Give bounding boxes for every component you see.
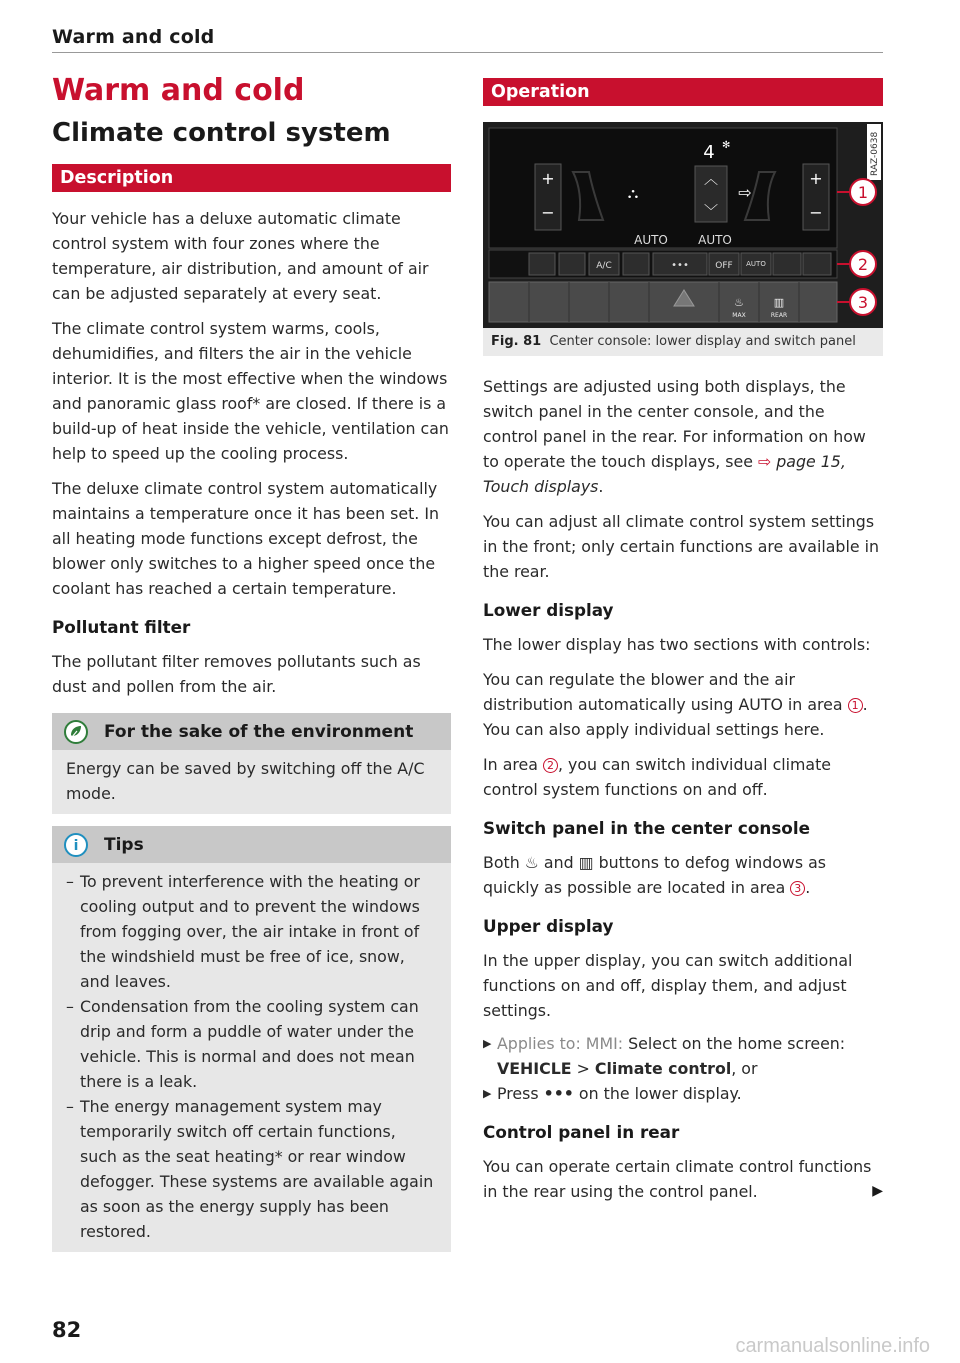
- press-text: Press: [497, 1084, 544, 1103]
- svg-text:i: i: [73, 837, 79, 854]
- rear-defrost-icon: ▥: [578, 853, 594, 872]
- paragraph-area-2: [483, 752, 883, 802]
- instruction-end: , or: [731, 1059, 758, 1078]
- auto-right-label: AUTO: [698, 233, 732, 247]
- upper-display-heading: Upper display: [483, 916, 614, 936]
- tip-dash: –: [66, 997, 74, 1016]
- instruction-mmi: [483, 1031, 883, 1081]
- paragraph-upper: In the upper display, you can switch additional functions on and off, display them, and adjust settings.: [483, 951, 853, 1020]
- instruction-mmi-text: [497, 1031, 845, 1081]
- paragraph-intro: Your vehicle has a deluxe automatic climate control system with four zones where the temperature, air distribution, and amount of air can be adjusted separately at every seat.: [52, 209, 429, 303]
- tip-item: [66, 994, 437, 1094]
- climate-display-figure: [483, 122, 883, 328]
- rear-text: You can operate certain climate control functions in the rear using the control panel.: [483, 1157, 872, 1201]
- environment-note-title: For the sake of the environment: [104, 721, 414, 742]
- off-button-label: OFF: [715, 261, 733, 271]
- pollutant-filter-heading: Pollutant filter: [52, 617, 191, 637]
- left-plus-icon: +: [541, 169, 555, 188]
- more-dots-icon: •••: [543, 1084, 574, 1103]
- chapter-title: Warm and cold: [52, 73, 305, 108]
- tip-dash: –: [66, 872, 74, 891]
- temperature-readout: 4: [703, 142, 715, 163]
- chevron-down-icon: ﹀: [704, 204, 718, 220]
- paragraph-function: The climate control system warms, cools, dehumidifies, and filters the air in the vehicle interior. It is the most effective when the windows and panoramic glass roof* are closed. If there is a build-up of heat inside the vehicle, ventilation can help to speed up the cooling process.: [52, 319, 449, 463]
- ac-button-label: A/C: [596, 261, 612, 271]
- environment-note-text: Energy can be saved by switching off the A/C mode.: [66, 759, 425, 803]
- settings-end: .: [598, 477, 604, 496]
- description-heading: Description: [52, 164, 451, 192]
- fan-small-icon: ✻: [722, 140, 731, 151]
- tips-list: [52, 863, 451, 1252]
- menu-climate-control: Climate control: [594, 1059, 732, 1078]
- paragraph-pollutant: The pollutant filter removes pollutants such as dust and pollen from the air.: [52, 652, 421, 696]
- left-column: [52, 72, 451, 1252]
- section-title: Climate control system: [52, 118, 391, 148]
- left-minus-icon: −: [541, 203, 555, 222]
- info-icon: [64, 833, 88, 857]
- area-1-text: You can regulate the blower and the air distribution automatically using AUTO in area: [483, 670, 848, 714]
- page-ref-arrow-icon: ⇨: [758, 452, 772, 471]
- paragraph-area-1: [483, 667, 883, 742]
- area-ref-2: 2: [543, 758, 558, 773]
- paragraph-deluxe: The deluxe climate control system automatically maintains a temperature once it has been set. In all heating mode functions except defrost, the blower only switches to a higher speed once the coolant has reached a certain temperature.: [52, 479, 440, 598]
- page-reference-link[interactable]: page 15, Touch displays: [483, 452, 846, 496]
- header-rule: [52, 52, 883, 53]
- watermark: carmanualsonline.info: [735, 1335, 930, 1357]
- paragraph-settings: [483, 374, 883, 499]
- tips-note-header: [52, 826, 451, 863]
- environment-leaf-icon: [64, 720, 88, 744]
- right-plus-icon: +: [809, 169, 823, 188]
- press-text-end: on the lower display.: [573, 1084, 742, 1103]
- front-defrost-icon: ♨: [734, 296, 744, 309]
- paragraph-front-rear: You can adjust all climate control system settings in the front; only certain functions are available in the rear.: [483, 512, 879, 581]
- tip-text: To prevent interference with the heating or cooling output and to prevent the windows from fogging over, the air intake in front of the windshield must be free of ice, snow, and leaves.: [80, 872, 420, 991]
- switch-text-c: buttons to defog windows as quickly as possible are located in area: [483, 853, 826, 897]
- tip-item: [66, 869, 437, 994]
- switch-text-d: .: [805, 878, 811, 897]
- switch-text-b: and: [538, 853, 579, 872]
- running-header: Warm and cold: [52, 26, 215, 48]
- tips-note: [52, 826, 451, 1252]
- tip-dash: –: [66, 1097, 74, 1116]
- callout-3: 3: [857, 293, 869, 312]
- instruction-text: Select on the home screen:: [623, 1034, 846, 1053]
- seat-fan-icon: ⛬: [627, 184, 639, 202]
- callout-1: 1: [857, 183, 869, 202]
- front-defrost-max-icon: ♨: [524, 853, 539, 872]
- area-2-text-end: , you can switch individual climate control system functions on and off.: [483, 755, 832, 799]
- paragraph-lower-sections: The lower display has two sections with controls:: [483, 635, 871, 654]
- continue-arrow-icon: ▶: [872, 1183, 883, 1199]
- right-column: [483, 78, 883, 1204]
- auto-small-label: AUTO: [746, 260, 766, 268]
- tips-note-title: Tips: [104, 834, 144, 855]
- menu-separator: >: [571, 1059, 595, 1078]
- area-ref-1: 1: [848, 698, 863, 713]
- figure-caption: [483, 328, 883, 356]
- right-minus-icon: −: [809, 203, 823, 222]
- settings-text: Settings are adjusted using both displays, the switch panel in the center console, and the control panel in the rear. For information on how to operate the touch displays, see: [483, 377, 866, 471]
- chevron-up-icon: ︿: [704, 172, 718, 188]
- operation-heading: Operation: [483, 78, 883, 106]
- figure-code: RAZ-0638: [870, 131, 880, 176]
- paragraph-rear: [483, 1154, 883, 1204]
- bullet-arrow-icon: ▶: [483, 1087, 492, 1100]
- area-2-text: In area: [483, 755, 543, 774]
- tip-item: [66, 1094, 437, 1244]
- tip-text: Condensation from the cooling system can drip and form a puddle of water under the vehicle. This is normal and does not mean there is a leak.: [80, 997, 419, 1091]
- bullet-arrow-icon: ▶: [483, 1037, 492, 1050]
- environment-note: [52, 713, 451, 814]
- instruction-press-text: [497, 1081, 742, 1106]
- switch-text-a: Both: [483, 853, 525, 872]
- figure-label: Fig. 81: [491, 334, 542, 349]
- instruction-press: [483, 1081, 883, 1106]
- air-direction-icon: ⇨: [738, 183, 752, 202]
- climate-display-illustration: [483, 122, 883, 328]
- environment-note-header: [52, 713, 451, 750]
- max-label: MAX: [732, 312, 746, 319]
- auto-left-label: AUTO: [634, 233, 668, 247]
- menu-vehicle: VEHICLE: [497, 1059, 572, 1078]
- callout-2: 2: [857, 255, 869, 274]
- rear-panel-heading: Control panel in rear: [483, 1122, 680, 1142]
- applies-to-label: Applies to: MMI:: [497, 1034, 624, 1053]
- tip-text: The energy management system may temporarily switch off certain functions, such as the seat heating* or rear window defogger. These systems are available again as soon as the energy supply has been restored.: [80, 1097, 434, 1241]
- more-dots-icon: •••: [671, 260, 689, 271]
- lower-display-heading: Lower display: [483, 600, 614, 620]
- figure-caption-text: Center console: lower display and switch panel: [549, 334, 856, 349]
- rear-label: REAR: [770, 312, 788, 319]
- area-1-text-end: . You can also apply individual settings here.: [483, 695, 868, 739]
- page-number: 82: [52, 1318, 82, 1342]
- area-ref-3: 3: [790, 881, 805, 896]
- switch-panel-heading: Switch panel in the center console: [483, 818, 810, 838]
- rear-defrost-icon: ▥: [773, 296, 785, 309]
- paragraph-switch-panel: [483, 850, 883, 900]
